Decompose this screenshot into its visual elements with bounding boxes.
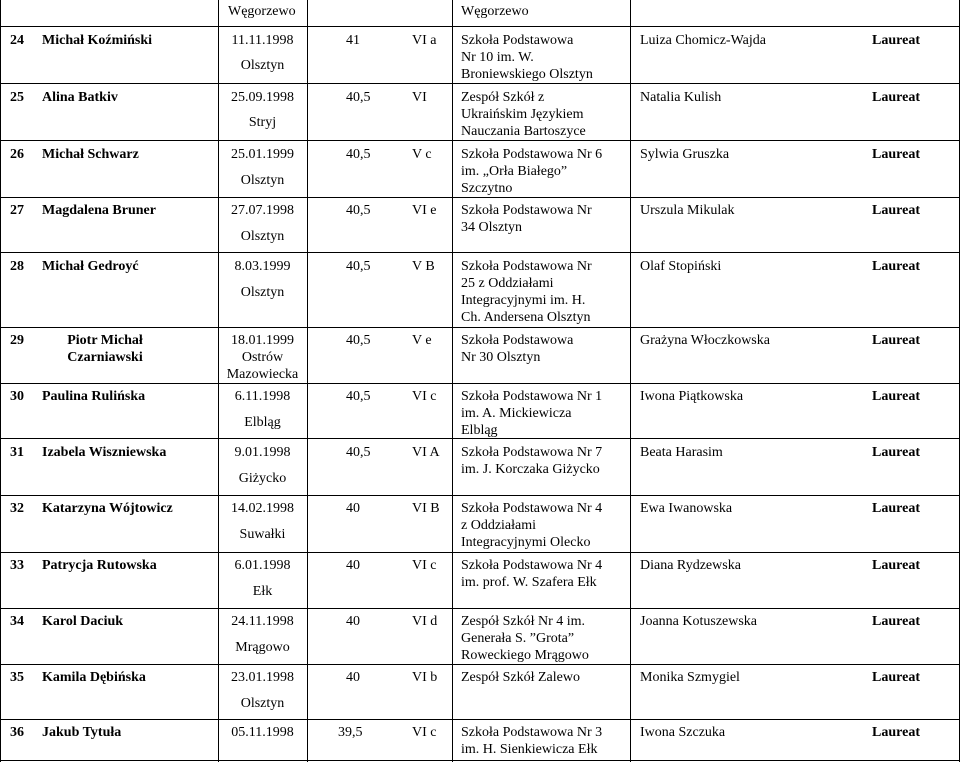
result: Laureat	[872, 389, 920, 404]
student-name: Michał Gedroyć	[42, 259, 139, 274]
city: Olsztyn	[240, 58, 285, 73]
points: 40,5	[346, 445, 371, 460]
header-city-right: Węgorzewo	[461, 4, 529, 19]
school: im. prof. W. Szafera Ełk	[461, 575, 597, 590]
school: Integracyjnymi im. H.	[461, 293, 586, 308]
school: Nr 30 Olsztyn	[461, 350, 541, 365]
student-name: Katarzyna Wójtowicz	[42, 501, 173, 516]
student-name: Alina Batkiv	[42, 90, 118, 105]
row-number: 27	[10, 203, 24, 218]
birth-date: 8.03.1999	[234, 259, 291, 274]
result: Laureat	[872, 33, 920, 48]
result: Laureat	[872, 558, 920, 573]
row-number: 33	[10, 558, 24, 573]
teacher: Monika Szmygiel	[640, 670, 740, 685]
points: 40	[346, 558, 360, 573]
school: Ukraińskim Językiem	[461, 107, 584, 122]
birth-date: 05.11.1998	[231, 725, 294, 740]
school: Szkoła Podstawowa Nr 3	[461, 725, 603, 740]
birth-date: 23.01.1998	[231, 670, 294, 685]
result: Laureat	[872, 445, 920, 460]
school: Elbląg	[461, 423, 498, 438]
student-name: Izabela Wiszniewska	[42, 445, 167, 460]
row-number: 35	[10, 670, 24, 685]
class: V c	[412, 147, 432, 162]
column-divider	[307, 0, 308, 762]
result: Laureat	[872, 90, 920, 105]
birth-date: 11.11.1998	[231, 33, 294, 48]
row-divider	[0, 197, 960, 198]
class: VI a	[412, 33, 437, 48]
school: Szkoła Podstawowa	[461, 33, 574, 48]
birth-date: 25.09.1998	[231, 90, 294, 105]
school: Nauczania Bartoszyce	[461, 124, 586, 139]
student-name: Magdalena Bruner	[42, 203, 156, 218]
points: 40	[346, 670, 360, 685]
row-number: 26	[10, 147, 24, 162]
birth-date: 25.01.1999	[231, 147, 294, 162]
teacher: Luiza Chomicz-Wajda	[640, 33, 766, 48]
row-divider	[0, 252, 960, 253]
school: 25 z Oddziałami	[461, 276, 554, 291]
city: Suwałki	[239, 527, 286, 542]
school: Zespół Szkół Nr 4 im.	[461, 614, 586, 629]
teacher: Iwona Szczuka	[640, 725, 726, 740]
row-divider	[0, 327, 960, 328]
row-divider	[0, 383, 960, 384]
points: 40	[346, 501, 360, 516]
teacher: Joanna Kotuszewska	[640, 614, 758, 629]
student-name: Piotr Michał	[67, 333, 143, 348]
city: Olsztyn	[240, 285, 285, 300]
school: im. J. Korczaka Giżycko	[461, 462, 600, 477]
city: Stryj	[248, 115, 277, 130]
student-name: Karol Daciuk	[42, 614, 124, 629]
student-name: Czarniawski	[67, 350, 143, 365]
points: 40	[346, 614, 360, 629]
points: 39,5	[338, 725, 363, 740]
column-divider	[630, 0, 631, 762]
city: Ełk	[252, 584, 273, 599]
result: Laureat	[872, 501, 920, 516]
birth-date: 6.01.1998	[234, 558, 291, 573]
row-divider	[0, 495, 960, 496]
teacher: Grażyna Włoczkowska	[640, 333, 770, 348]
student-name: Kamila Dębińska	[42, 670, 146, 685]
school: Integracyjnymi Olecko	[461, 535, 591, 550]
city: Ostrów	[241, 350, 284, 365]
school: Szczytno	[461, 181, 513, 196]
teacher: Olaf Stopiński	[640, 259, 722, 274]
class: VI c	[412, 558, 437, 573]
header-city-left: Węgorzewo	[228, 4, 296, 19]
class: VI	[412, 90, 427, 105]
row-divider	[0, 552, 960, 553]
school: Szkoła Podstawowa Nr 6	[461, 147, 603, 162]
row-number: 29	[10, 333, 24, 348]
school: Zespół Szkół Zalewo	[461, 670, 580, 685]
birth-date: 27.07.1998	[231, 203, 294, 218]
class: VI d	[412, 614, 438, 629]
school: Generała S. ”Grota”	[461, 631, 575, 646]
city: Giżycko	[238, 471, 287, 486]
city: Olsztyn	[240, 173, 285, 188]
student-name: Jakub Tytuła	[42, 725, 122, 740]
row-divider	[0, 26, 960, 27]
row-number: 24	[10, 33, 24, 48]
teacher: Sylwia Gruszka	[640, 147, 730, 162]
city: Elbląg	[244, 415, 281, 430]
school: im. H. Sienkiewicza Ełk	[461, 742, 598, 757]
birth-date: 9.01.1998	[234, 445, 291, 460]
school: Szkoła Podstawowa Nr	[461, 259, 592, 274]
result: Laureat	[872, 670, 920, 685]
class: V e	[412, 333, 432, 348]
class: VI c	[412, 389, 437, 404]
school: Broniewskiego Olsztyn	[461, 67, 593, 82]
school: im. „Orła Białego”	[461, 164, 568, 179]
row-number: 28	[10, 259, 24, 274]
school: 34 Olsztyn	[461, 220, 523, 235]
class: VI e	[412, 203, 437, 218]
birth-date: 24.11.1998	[231, 614, 294, 629]
points: 41	[346, 33, 360, 48]
result: Laureat	[872, 259, 920, 274]
teacher: Beata Harasim	[640, 445, 723, 460]
school: Szkoła Podstawowa Nr 1	[461, 389, 603, 404]
result: Laureat	[872, 147, 920, 162]
class: VI c	[412, 725, 437, 740]
school: Szkoła Podstawowa Nr	[461, 203, 592, 218]
row-number: 30	[10, 389, 24, 404]
result: Laureat	[872, 725, 920, 740]
school: z Oddziałami	[461, 518, 537, 533]
student-name: Michał Schwarz	[42, 147, 139, 162]
result: Laureat	[872, 333, 920, 348]
class: V B	[412, 259, 435, 274]
school: Szkoła Podstawowa	[461, 333, 574, 348]
school: Szkoła Podstawowa Nr 4	[461, 501, 603, 516]
row-divider	[0, 140, 960, 141]
school: Ch. Andersena Olsztyn	[461, 310, 591, 325]
result: Laureat	[872, 203, 920, 218]
student-name: Patrycja Rutowska	[42, 558, 157, 573]
row-number: 32	[10, 501, 24, 516]
result: Laureat	[872, 614, 920, 629]
school: Roweckiego Mrągowo	[461, 648, 589, 663]
row-divider	[0, 719, 960, 720]
points: 40,5	[346, 90, 371, 105]
row-divider	[0, 608, 960, 609]
student-name: Paulina Rulińska	[42, 389, 146, 404]
birth-date: 18.01.1999	[231, 333, 294, 348]
row-number: 25	[10, 90, 24, 105]
row-number: 34	[10, 614, 24, 629]
school: Szkoła Podstawowa Nr 4	[461, 558, 603, 573]
birth-date: 14.02.1998	[231, 501, 294, 516]
points: 40,5	[346, 333, 371, 348]
points: 40,5	[346, 389, 371, 404]
school: Szkoła Podstawowa Nr 7	[461, 445, 603, 460]
class: VI A	[412, 445, 440, 460]
city: Mrągowo	[235, 640, 290, 655]
teacher: Natalia Kulish	[640, 90, 722, 105]
city: Olsztyn	[240, 229, 285, 244]
city: Mazowiecka	[226, 367, 299, 382]
city: Olsztyn	[240, 696, 285, 711]
school: im. A. Mickiewicza	[461, 406, 572, 421]
row-divider	[0, 83, 960, 84]
teacher: Diana Rydzewska	[640, 558, 741, 573]
student-name: Michał Koźmiński	[42, 33, 153, 48]
row-divider	[0, 760, 960, 761]
points: 40,5	[346, 147, 371, 162]
birth-date: 6.11.1998	[234, 389, 291, 404]
column-divider	[452, 0, 453, 762]
school: Nr 10 im. W.	[461, 50, 534, 65]
class: VI B	[412, 501, 440, 516]
teacher: Iwona Piątkowska	[640, 389, 744, 404]
row-number: 31	[10, 445, 24, 460]
teacher: Urszula Mikulak	[640, 203, 735, 218]
class: VI b	[412, 670, 438, 685]
points: 40,5	[346, 259, 371, 274]
column-divider	[0, 0, 1, 762]
school: Zespół Szkół z	[461, 90, 545, 105]
teacher: Ewa Iwanowska	[640, 501, 733, 516]
row-number: 36	[10, 725, 24, 740]
row-divider	[0, 664, 960, 665]
points: 40,5	[346, 203, 371, 218]
